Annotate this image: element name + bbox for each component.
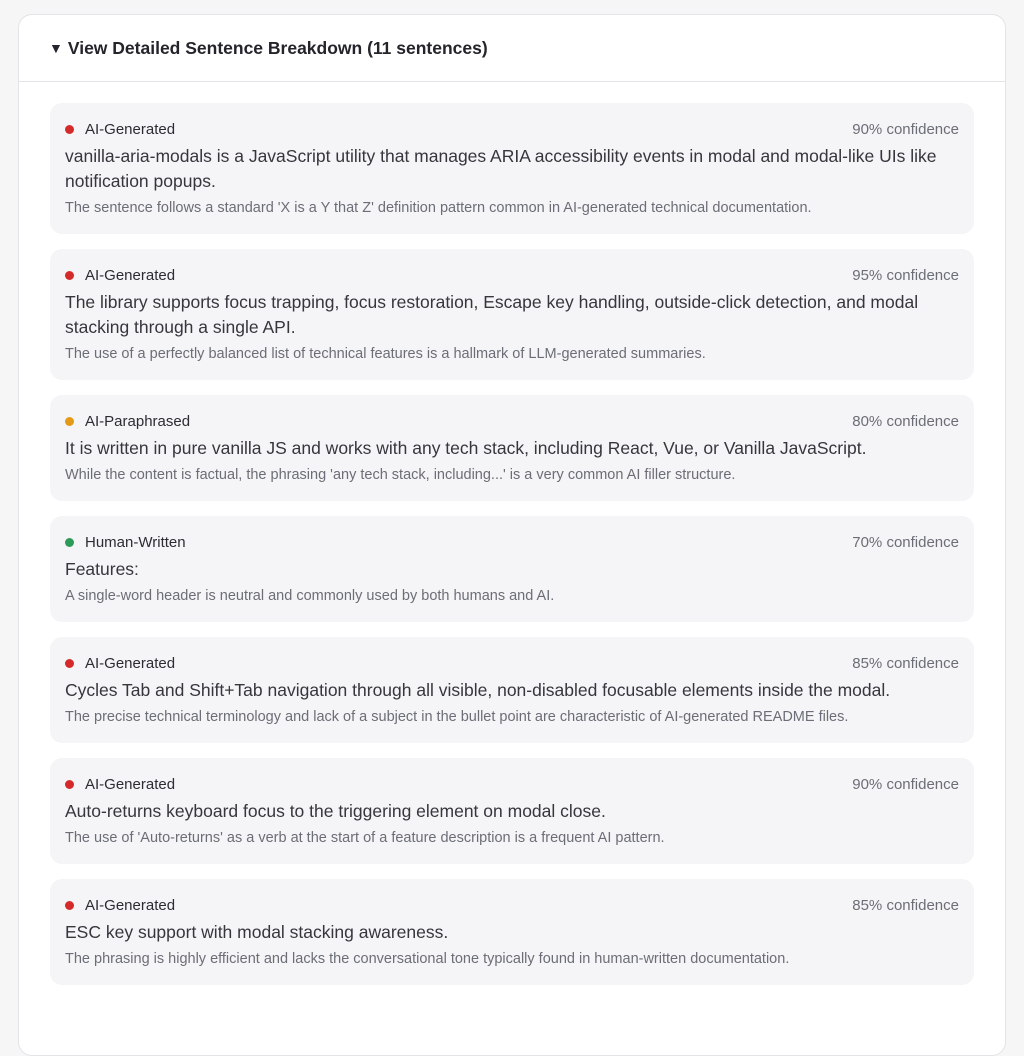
sentence-explanation: A single-word header is neutral and commonly used by both humans and AI. — [65, 588, 555, 604]
sentence-text: It is written in pure vanilla JS and works with any tech stack, including React, Vue, or Vanilla JavaScript. — [65, 438, 867, 458]
classification-label — [65, 655, 175, 672]
expand-triangle-icon: ▼ — [49, 40, 63, 56]
classification-text: AI-Paraphrased — [85, 412, 191, 430]
sentence-card — [50, 879, 974, 985]
sentence-card-header — [65, 532, 959, 552]
classification-label — [65, 413, 190, 430]
breakdown-title: View Detailed Sentence Breakdown (11 sentences) — [67, 37, 488, 58]
sentence-card-header — [65, 411, 959, 431]
sentence-card — [50, 637, 974, 743]
sentence-explanation: The phrasing is highly efficient and lacks the conversational tone typically found in human-written documentation. — [65, 951, 790, 967]
sentence-explanation: The sentence follows a standard 'X is a Y that Z' definition pattern common in AI-generated technical documentation. — [65, 200, 812, 216]
confidence-value: 80% confidence — [852, 412, 959, 430]
classification-label — [65, 897, 175, 914]
confidence-value: 85% confidence — [852, 896, 959, 914]
classification-text: AI-Generated — [85, 775, 176, 793]
classification-label — [65, 267, 175, 284]
sentence-list — [19, 82, 1005, 985]
sentence-explanation: The use of a perfectly balanced list of technical features is a hallmark of LLM-generated summaries. — [65, 346, 706, 362]
sentence-explanation: The use of 'Auto-returns' as a verb at the start of a feature description is a frequent AI pattern. — [65, 830, 665, 846]
status-dot-icon — [65, 901, 74, 910]
classification-text: AI-Generated — [85, 896, 176, 914]
sentence-card — [50, 395, 974, 501]
sentence-explanation: While the content is factual, the phrasing 'any tech stack, including...' is a very common AI filler structure. — [65, 467, 736, 483]
sentence-text: Cycles Tab and Shift+Tab navigation through all visible, non-disabled focusable elements inside the modal. — [65, 680, 891, 700]
confidence-value: 95% confidence — [852, 266, 959, 284]
breakdown-toggle[interactable] — [19, 15, 1005, 82]
sentence-text: Features: — [65, 559, 139, 579]
sentence-text: ESC key support with modal stacking awareness. — [65, 922, 449, 942]
sentence-text: vanilla-aria-modals is a JavaScript utility that manages ARIA accessibility events in modal and modal-like UIs like notification popups. — [65, 146, 937, 191]
classification-text: AI-Generated — [85, 266, 176, 284]
classification-label — [65, 776, 175, 793]
sentence-card-header — [65, 895, 959, 915]
sentence-text: The library supports focus trapping, focus restoration, Escape key handling, outside-click detection, and modal stacking through a single API. — [65, 292, 919, 337]
status-dot-icon — [65, 125, 74, 134]
status-dot-icon — [65, 780, 74, 789]
status-dot-icon — [65, 659, 74, 668]
classification-text: Human-Written — [85, 533, 186, 551]
confidence-value: 90% confidence — [852, 120, 959, 138]
sentence-explanation: The precise technical terminology and lack of a subject in the bullet point are characteristic of AI-generated README files. — [65, 709, 849, 725]
confidence-value: 70% confidence — [852, 533, 959, 551]
sentence-breakdown-panel — [18, 14, 1006, 1056]
sentence-card — [50, 103, 974, 234]
status-dot-icon — [65, 417, 74, 426]
classification-text: AI-Generated — [85, 120, 176, 138]
classification-label — [65, 534, 186, 551]
classification-text: AI-Generated — [85, 654, 176, 672]
sentence-card — [50, 249, 974, 380]
sentence-card-header — [65, 653, 959, 673]
confidence-value: 85% confidence — [852, 654, 959, 672]
status-dot-icon — [65, 538, 74, 547]
sentence-text: Auto-returns keyboard focus to the triggering element on modal close. — [65, 801, 606, 821]
status-dot-icon — [65, 271, 74, 280]
classification-label — [65, 121, 175, 138]
sentence-card — [50, 516, 974, 622]
sentence-card-header — [65, 119, 959, 139]
sentence-card-header — [65, 774, 959, 794]
sentence-card — [50, 758, 974, 864]
confidence-value: 90% confidence — [852, 775, 959, 793]
sentence-card-header — [65, 265, 959, 285]
